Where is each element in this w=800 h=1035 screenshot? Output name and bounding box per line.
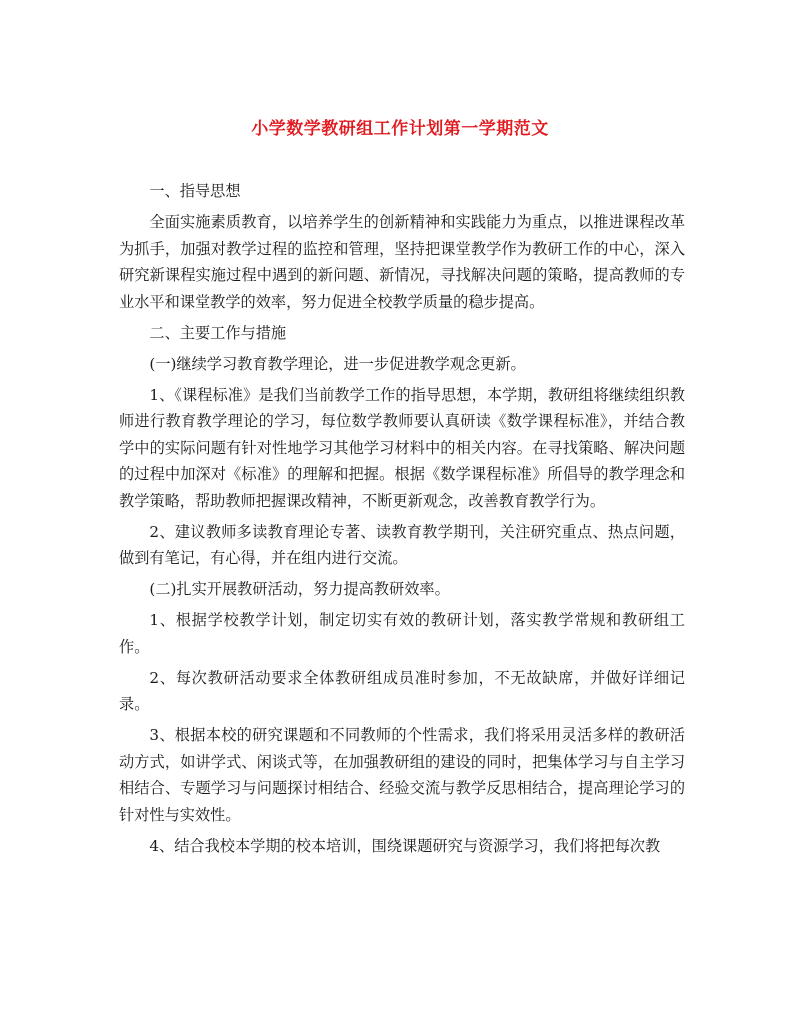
paragraph: 2、每次教研活动要求全体教研组成员准时参加，不无故缺席，并做好详细记录。 xyxy=(119,668,685,713)
paragraph: 1、《课程标准》是我们当前教学工作的指导思想，本学期，教研组将继续组织教师进行教育教学理论的学习，每位数学教师要认真研读《数学课程标准》，并结合教学中的实际问题有针对性地学习其他学习材料中的相关内容。在寻找策略、解决问题的过程中加深对《标准》的理解和把握。根据《数学课程标准》所倡导的教学理念和教学策略，帮助教师把握课改精神，不断更新观念，改善教育教学行为。 xyxy=(119,385,685,510)
paragraph: 1、根据学校教学计划，制定切实有效的教研计划，落实教学常规和教研组工作。 xyxy=(119,611,685,656)
paragraph: 2、建议教师多读教育理论专著、读教育教学期刊，关注研究重点、热点问题，做到有笔记，有心得，并在组内进行交流。 xyxy=(119,522,685,567)
document-body xyxy=(119,178,685,864)
subsection-heading: (二)扎实开展教研活动，努力提高教研效率。 xyxy=(149,580,450,598)
subsection-heading: (一)继续学习教育教学理论，进一步促进教学观念更新。 xyxy=(149,354,526,373)
document-title: 小学数学教研组工作计划第一学期范文 xyxy=(251,119,549,139)
section-heading-main-work: 二、主要工作与措施 xyxy=(149,323,287,342)
paragraph: 4、结合我校本学期的校本培训，围绕课题研究与资源学习，我们将把每次教 xyxy=(149,836,661,855)
paragraph: 全面实施素质教育，以培养学生的创新精神和实践能力为重点，以推进课程改革为抓手，加强对教学过程的监控和管理，坚持把课堂教学作为教研工作的中心，深入研究新课程实施过程中遇到的新问题、新情况，寻找解决问题的策略，提高教师的专业水平和课堂教学的效率，努力促进全校教学质量的稳步提高。 xyxy=(119,213,685,311)
section-heading-guiding-ideology: 一、指导思想 xyxy=(149,182,241,200)
paragraph: 3、根据本校的研究课题和不同教师的个性需求，我们将采用灵活多样的教研活动方式，如讲学式、闲谈式等，在加强教研组的建设的同时，把集体学习与自主学习相结合、专题学习与问题探讨相结合、经验交流与教学反思相结合，提高理论学习的针对性与实效性。 xyxy=(119,726,685,824)
